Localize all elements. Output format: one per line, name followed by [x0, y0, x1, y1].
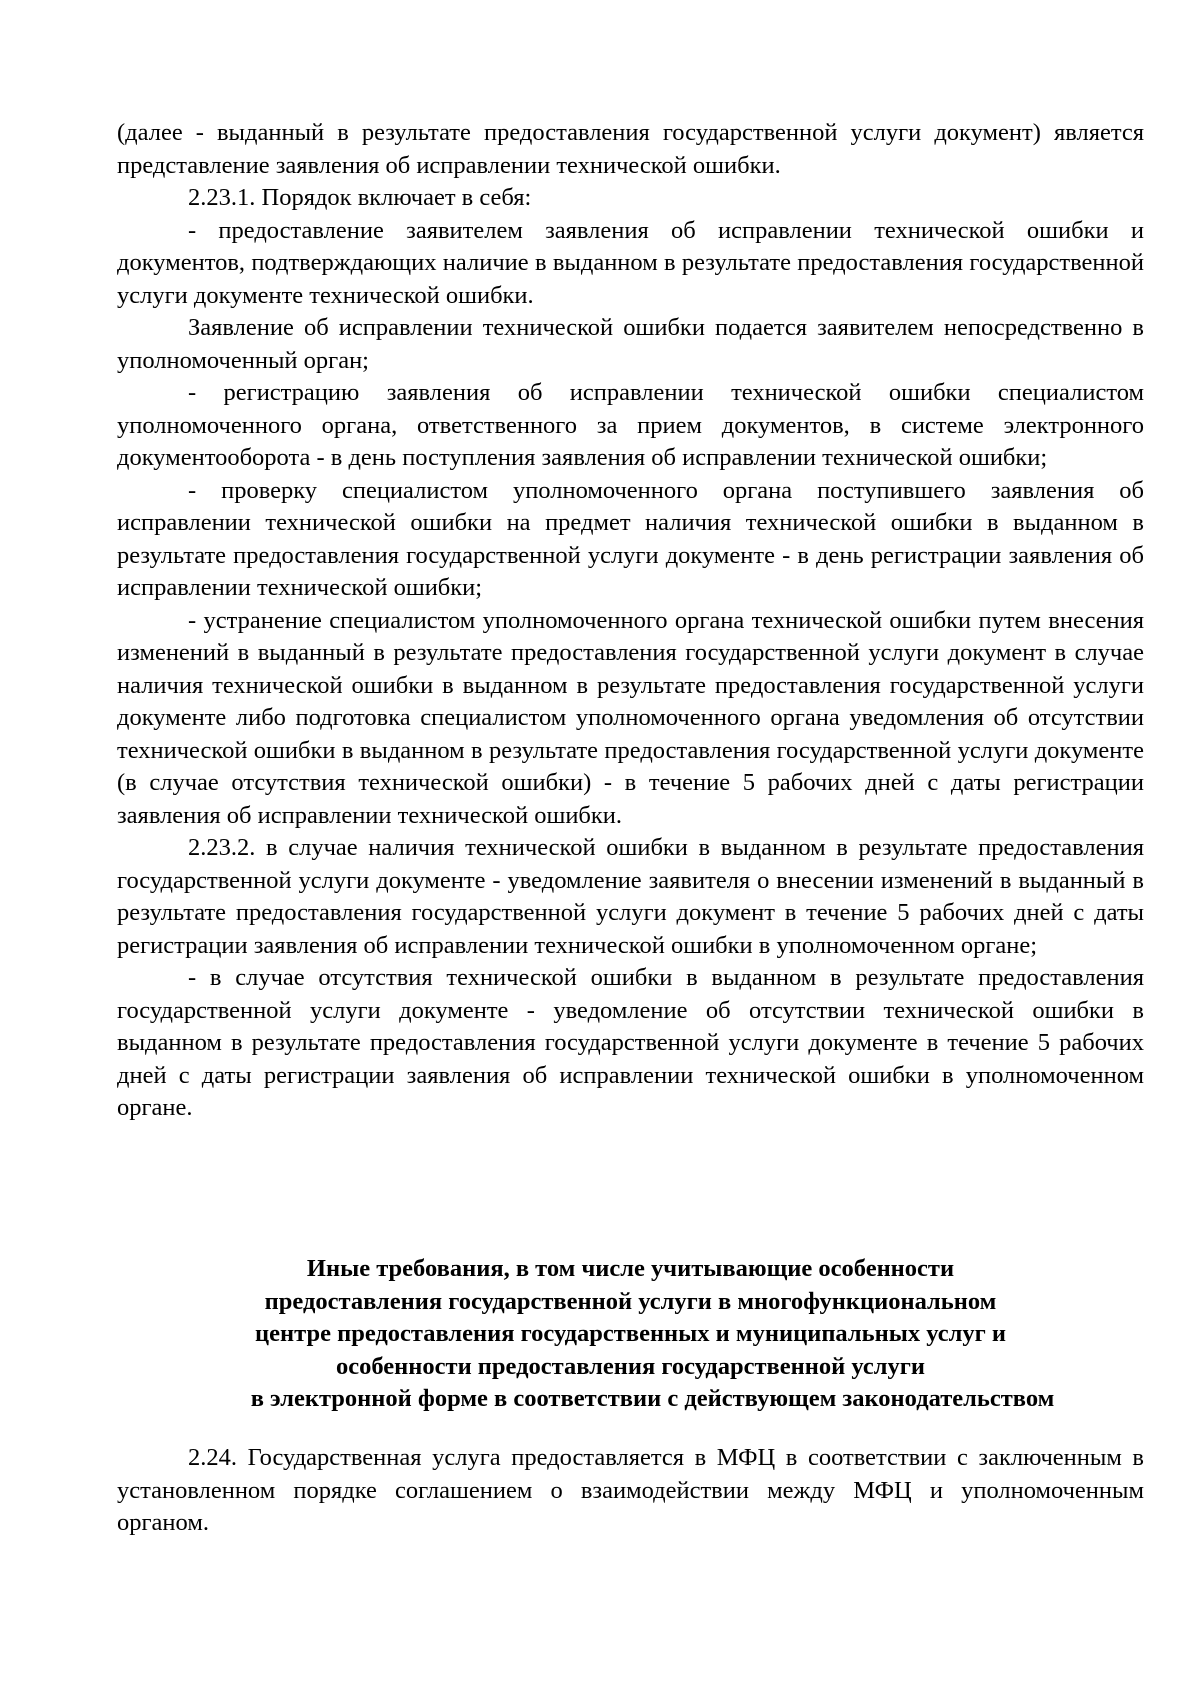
paragraph-application-submission: - предоставление заявителем заявления об исправлении технической ошибки и документов, подтверждающих наличие в выданном в результате предоставления государственной услуги документе технической ошибки.	[117, 216, 1144, 309]
paragraph-registration: - регистрацию заявления об исправлении технической ошибки специалистом уполномоченного органа, ответственного за прием документов, в системе электронного документооборота - в день поступления заявления об исправлении технической ошибки;	[117, 379, 1144, 471]
paragraph-2-24: 2.24. Государственная услуга предоставляется в МФЦ в соответствии с заключенным в установленном порядке соглашением о взаимодействии между МФЦ и уполномоченным органом.	[117, 1444, 1144, 1536]
section-heading-line: особенности предоставления государственной услуги	[336, 1352, 925, 1380]
section-heading-line: Иные требования, в том числе учитывающие особенности	[306, 1255, 955, 1282]
paragraph-2-23-1: 2.23.1. Порядок включает в себя:	[188, 184, 532, 211]
section-heading-line: предоставления государственной услуги в многофункциональном	[264, 1287, 997, 1315]
document-body-continued	[117, 1442, 1144, 1540]
paragraph-no-error-notice: - в случае отсутствия технической ошибки в выданном в результате предоставления государственной услуги документе - уведомление об отсутствии технической ошибки в выданном в результате предоставления государственной услуги документе в течение 5 рабочих дней с даты регистрации заявления об исправлении технической ошибки в уполномоченном органе.	[117, 964, 1144, 1121]
section-heading-line: центре предоставления государственных и муниципальных услуг и	[255, 1320, 1006, 1347]
paragraph-continuation: (далее - выданный в результате предоставления государственной услуги документ) является представление заявления об исправлении технической ошибки.	[117, 119, 1144, 179]
paragraph-application-filing: Заявление об исправлении технической ошибки подается заявителем непосредственно в уполномоченный орган;	[117, 314, 1144, 374]
document-body	[117, 117, 1144, 1125]
section-heading	[117, 1253, 1144, 1416]
paragraph-correction: - устранение специалистом уполномоченного органа технической ошибки путем внесения изменений в выданный в результате предоставления государственной услуги документ в случае наличия технической ошибки в выданном в результате предоставления государственной услуги документе либо подготовка специалистом уполномоченного органа уведомления об отсутствии технической ошибки в выданном в результате предоставления государственной услуги документе (в случае отсутствия технической ошибки) - в течение 5 рабочих дней с даты регистрации заявления об исправлении технической ошибки.	[117, 606, 1144, 829]
paragraph-verification: - проверку специалистом уполномоченного органа поступившего заявления об исправлении технической ошибки на предмет наличия технической ошибки в выданном в результате предоставления государственной услуги документе - в день регистрации заявления об исправлении технической ошибки;	[117, 476, 1144, 601]
section-heading-line: в электронной форме в соответствии с действующем законодательством	[250, 1385, 1055, 1412]
paragraph-2-23-2: 2.23.2. в случае наличия технической ошибки в выданном в результате предоставления государственной услуги документе - уведомление заявителя о внесении изменений в выданный в результате предоставления государственной услуги документ в течение 5 рабочих дней с даты регистрации заявления об исправлении технической ошибки в уполномоченном органе;	[117, 834, 1144, 959]
